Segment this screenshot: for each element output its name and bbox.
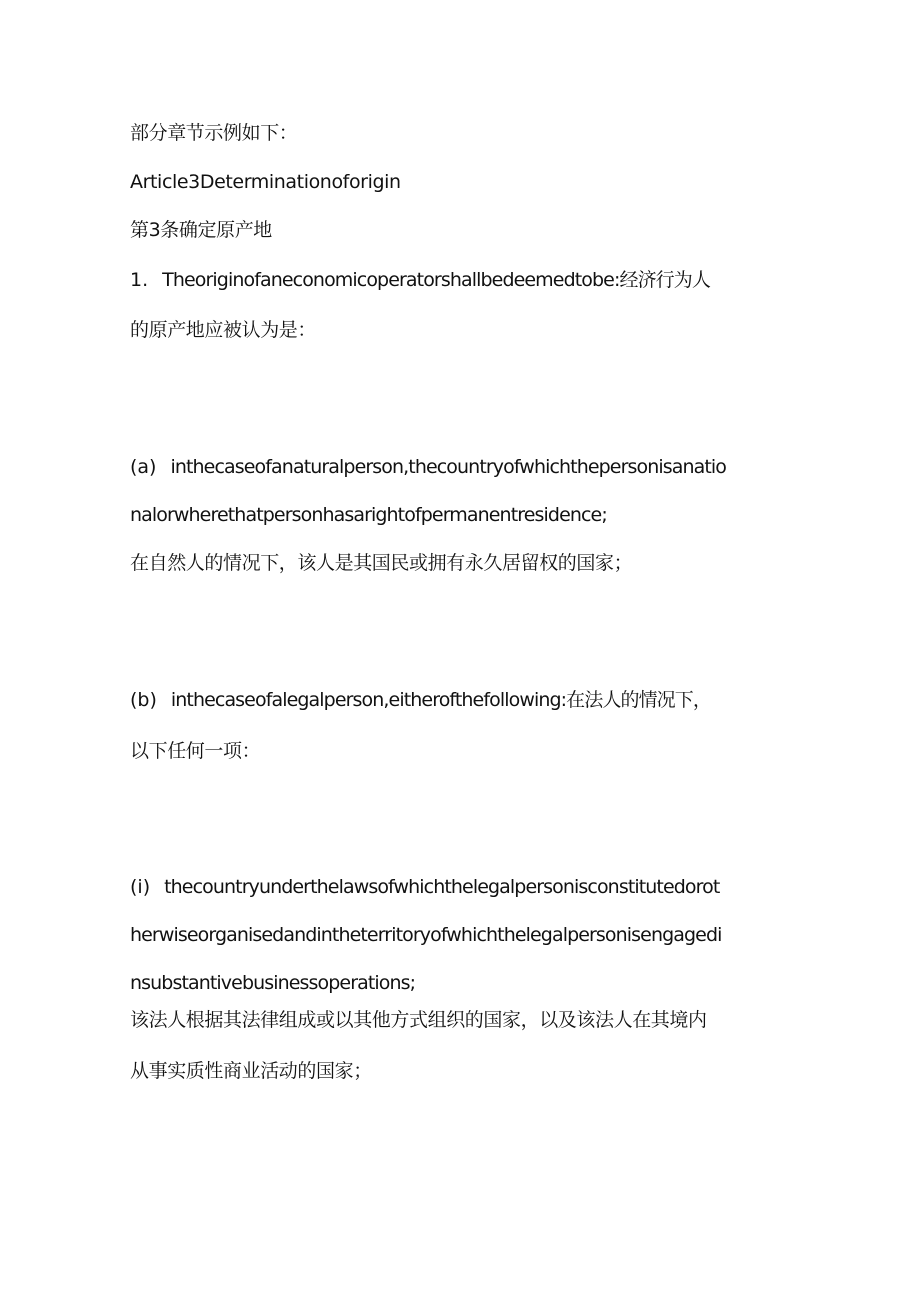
- item-i-line3: nsubstantivebusinessoperations;: [130, 972, 416, 994]
- item-a-text: inthecaseofanaturalperson,thecountryofwhichthepersonisanatio: [170, 456, 727, 478]
- item-i-zh-line2: 从事实质性商业活动的国家；: [130, 1060, 372, 1082]
- item-a-marker: (a): [130, 456, 157, 478]
- para1-number: 1.: [130, 269, 149, 291]
- item-i-marker: (i): [130, 876, 151, 898]
- item-i-zh-line1: 该法人根据其法律组成或以其他方式组织的国家，以及该法人在其境内: [130, 1009, 707, 1031]
- item-b-text: inthecaseofalegalperson,eitherofthefollowing:在法人的情况下，: [170, 689, 711, 711]
- item-i-text: thecountryunderthelawsofwhichthelegalpersonisconstitutedorot: [164, 876, 720, 898]
- item-i-line1: [130, 874, 719, 900]
- intro-text: 部分章节示例如下：: [130, 122, 298, 144]
- article-heading-en: Article3Determinationoforigin: [130, 171, 401, 193]
- para1-line2: 的原产地应被认为是：: [130, 319, 317, 341]
- item-b-line1: [130, 687, 711, 713]
- para1-line1: [130, 267, 710, 293]
- item-a-line2: nalorwherethatpersonhasarightofpermanentresidence;: [130, 504, 607, 526]
- item-a-line1: [130, 454, 726, 480]
- article-heading-zh: 第3条确定原产地: [130, 219, 272, 241]
- para1-text: Theoriginofaneconomicoperatorshallbedeemedtobe:经济行为人: [162, 269, 710, 291]
- item-b-line2: 以下任何一项：: [130, 740, 261, 762]
- item-b-marker: (b): [130, 689, 157, 711]
- item-i-line2: herwiseorganisedandintheterritoryofwhichthelegalpersonisengagedi: [130, 924, 722, 946]
- item-a-zh: 在自然人的情况下，该人是其国民或拥有永久居留权的国家；: [130, 552, 633, 574]
